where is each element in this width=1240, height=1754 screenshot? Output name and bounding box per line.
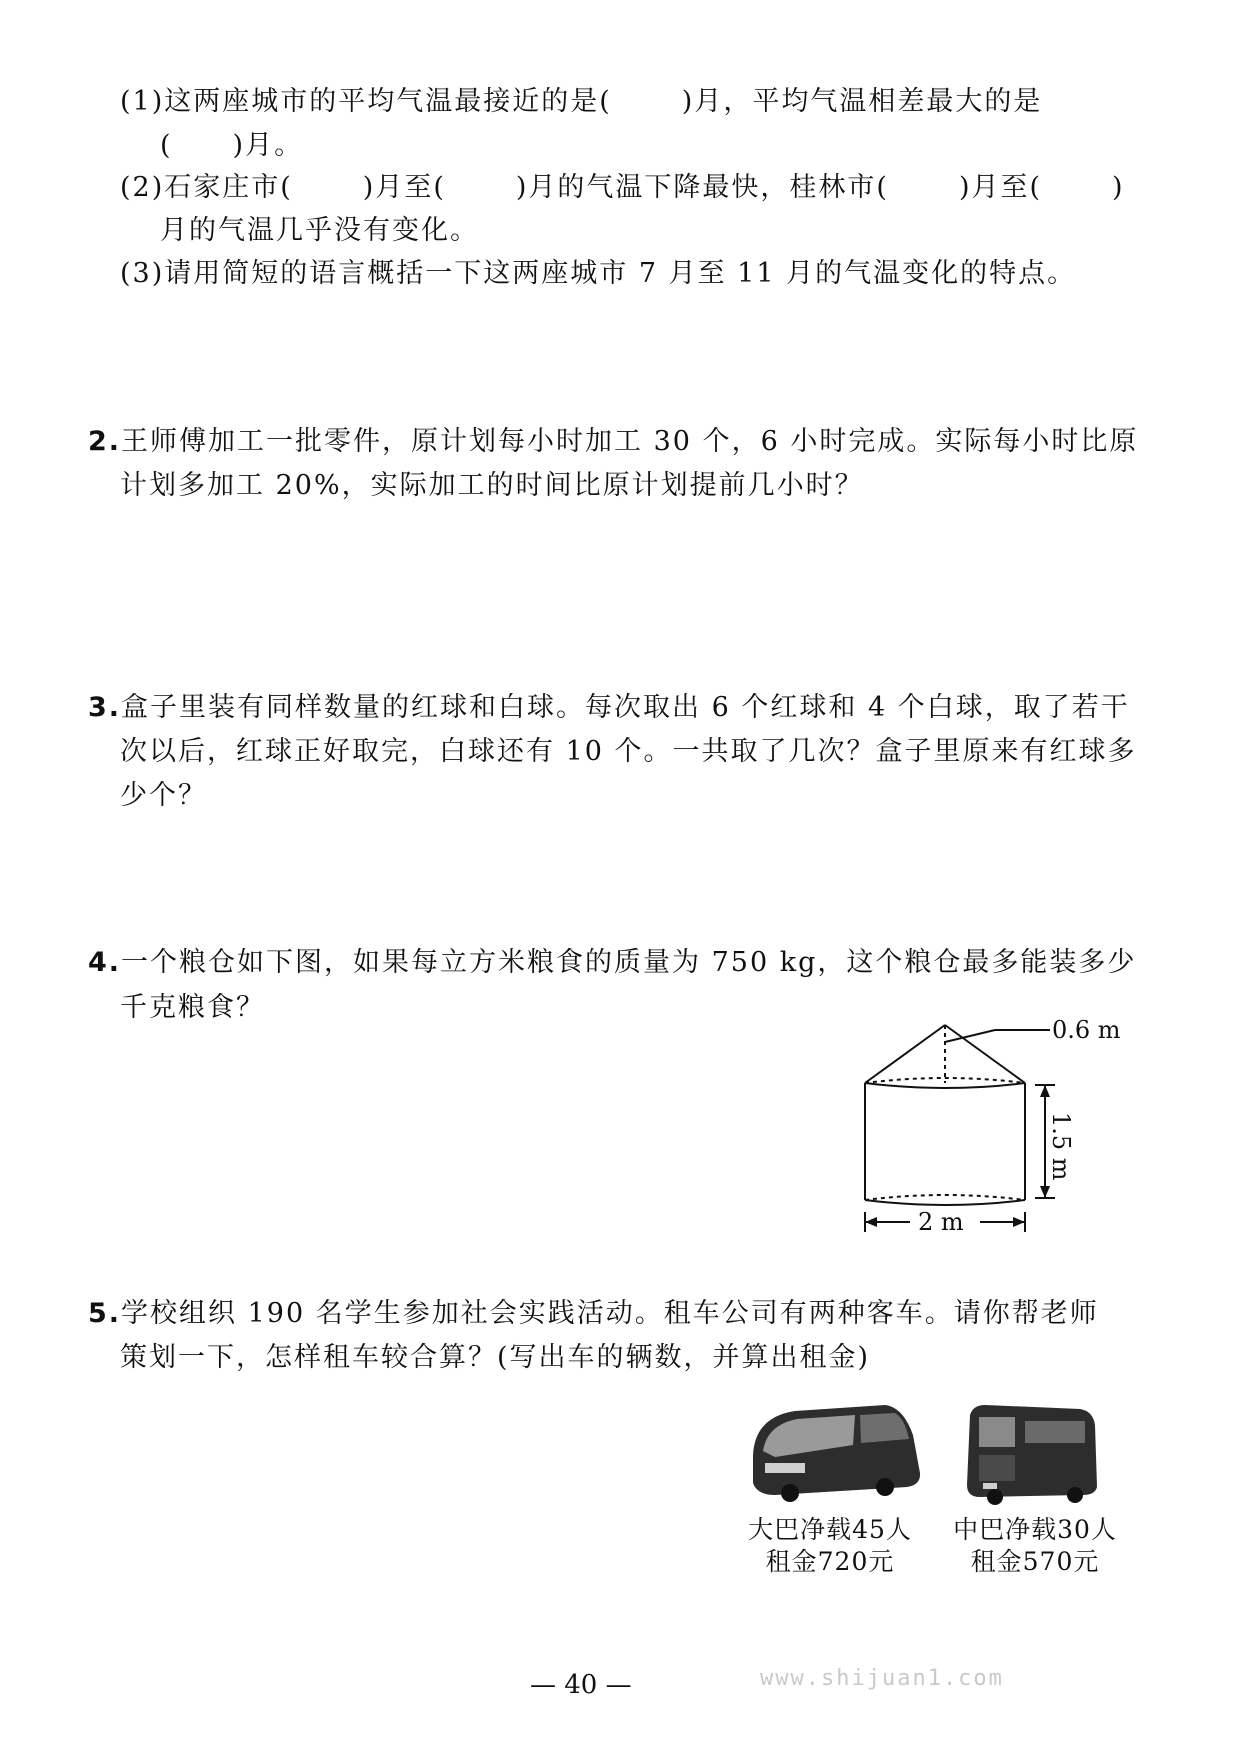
q4-text-2: 千克粮食？ bbox=[120, 992, 265, 1023]
medium-bus-rent: 租金570元 bbox=[970, 1547, 1100, 1576]
cone-label-leader bbox=[945, 1030, 995, 1042]
q1-sub2-text-d: )月至( bbox=[958, 172, 1043, 203]
q5-text-2: 策划一下，怎样租车较合算？(写出车的辆数，并算出租金) bbox=[120, 1342, 871, 1373]
q3-line2 bbox=[120, 734, 1137, 770]
medium-bus-caption bbox=[940, 1514, 1130, 1578]
q2-text-2: 计划多加工 20%，实际加工的时间比原计划提前几小时？ bbox=[120, 470, 864, 501]
q5-number: 5. bbox=[88, 1298, 122, 1329]
watermark-url: www.shijuan1.com bbox=[760, 1666, 1004, 1691]
q1-sub2-text-c: )月的气温下降最快，桂林市( bbox=[515, 172, 889, 203]
large-bus-rent: 租金720元 bbox=[765, 1547, 895, 1576]
q1-sub3-line bbox=[120, 256, 1076, 292]
bottom-ellipse-front bbox=[865, 1200, 1025, 1205]
q5-line2 bbox=[120, 1340, 870, 1376]
q4-line1 bbox=[88, 945, 1136, 981]
q1-sub1-line1 bbox=[120, 84, 1042, 120]
q1-sub2-text-a: (2)石家庄市( bbox=[120, 172, 293, 203]
q5-line1 bbox=[88, 1296, 1099, 1332]
q3-text-3: 少个？ bbox=[120, 780, 207, 811]
diameter-label: 2 m bbox=[918, 1208, 964, 1236]
q1-sub1-text-c: ( bbox=[160, 130, 173, 161]
q2-line2 bbox=[120, 468, 864, 504]
large-bus-caption bbox=[735, 1514, 925, 1578]
top-ellipse-back bbox=[865, 1078, 1025, 1083]
q3-text-1: 盒子里装有同样数量的红球和白球。每次取出 6 个红球和 4 个白球，取了若干 bbox=[121, 692, 1130, 723]
cone-left-edge bbox=[865, 1025, 945, 1083]
q4-text-1: 一个粮仓如下图，如果每立方米粮食的质量为 750 kg，这个粮仓最多能装多少 bbox=[121, 947, 1137, 978]
cylinder-height-label: 1.5 m bbox=[1047, 1112, 1075, 1181]
q4-number: 4. bbox=[88, 947, 122, 978]
q1-sub2-text-b: )月至( bbox=[362, 172, 446, 203]
q2-number: 2. bbox=[88, 426, 122, 457]
q1-sub1-text-b: )月，平均气温相差最大的是 bbox=[681, 86, 1043, 117]
q1-sub1-text-d: )月。 bbox=[232, 130, 304, 161]
cone-right-edge bbox=[945, 1025, 1025, 1083]
bottom-ellipse-back bbox=[865, 1195, 1025, 1200]
page-number: — 40 — bbox=[530, 1670, 632, 1700]
medium-bus-capacity: 中巴净载30人 bbox=[953, 1515, 1117, 1544]
q3-line3 bbox=[120, 778, 207, 814]
q1-sub1-line2 bbox=[160, 128, 303, 164]
large-bus-capacity: 大巴净载45人 bbox=[748, 1515, 912, 1544]
cone-height-label: 0.6 m bbox=[1052, 1016, 1121, 1044]
q1-sub2-line1 bbox=[120, 170, 1125, 206]
height-arrow-bottom bbox=[1040, 1186, 1050, 1198]
q1-sub1-text-a: (1)这两座城市的平均气温最接近的是( bbox=[120, 86, 612, 117]
diameter-arrow-right bbox=[1013, 1217, 1025, 1227]
q3-line1 bbox=[88, 690, 1130, 726]
q3-number: 3. bbox=[88, 692, 122, 723]
q3-text-2: 次以后，红球正好取完，白球还有 10 个。一共取了几次？盒子里原来有红球多 bbox=[120, 736, 1137, 767]
q1-sub2-line2 bbox=[160, 213, 479, 249]
q5-text-1: 学校组织 190 名学生参加社会实践活动。租车公司有两种客车。请你帮老师 bbox=[121, 1298, 1099, 1329]
top-ellipse-front bbox=[865, 1083, 1025, 1088]
q1-sub3-text: (3)请用简短的语言概括一下这两座城市 7 月至 11 月的气温变化的特点。 bbox=[120, 258, 1077, 289]
q2-text-1: 王师傅加工一批零件，原计划每小时加工 30 个，6 小时完成。实际每小时比原 bbox=[121, 426, 1139, 457]
large-bus-image bbox=[735, 1395, 925, 1505]
diameter-arrow-left bbox=[865, 1217, 877, 1227]
q2-line1 bbox=[88, 424, 1138, 460]
q1-sub2-text-e: ) bbox=[1112, 172, 1125, 203]
height-arrow-top bbox=[1040, 1085, 1050, 1097]
medium-bus-image bbox=[955, 1395, 1105, 1505]
q4-line2 bbox=[120, 990, 265, 1026]
q1-sub2-text-f: 月的气温几乎没有变化。 bbox=[160, 215, 479, 246]
